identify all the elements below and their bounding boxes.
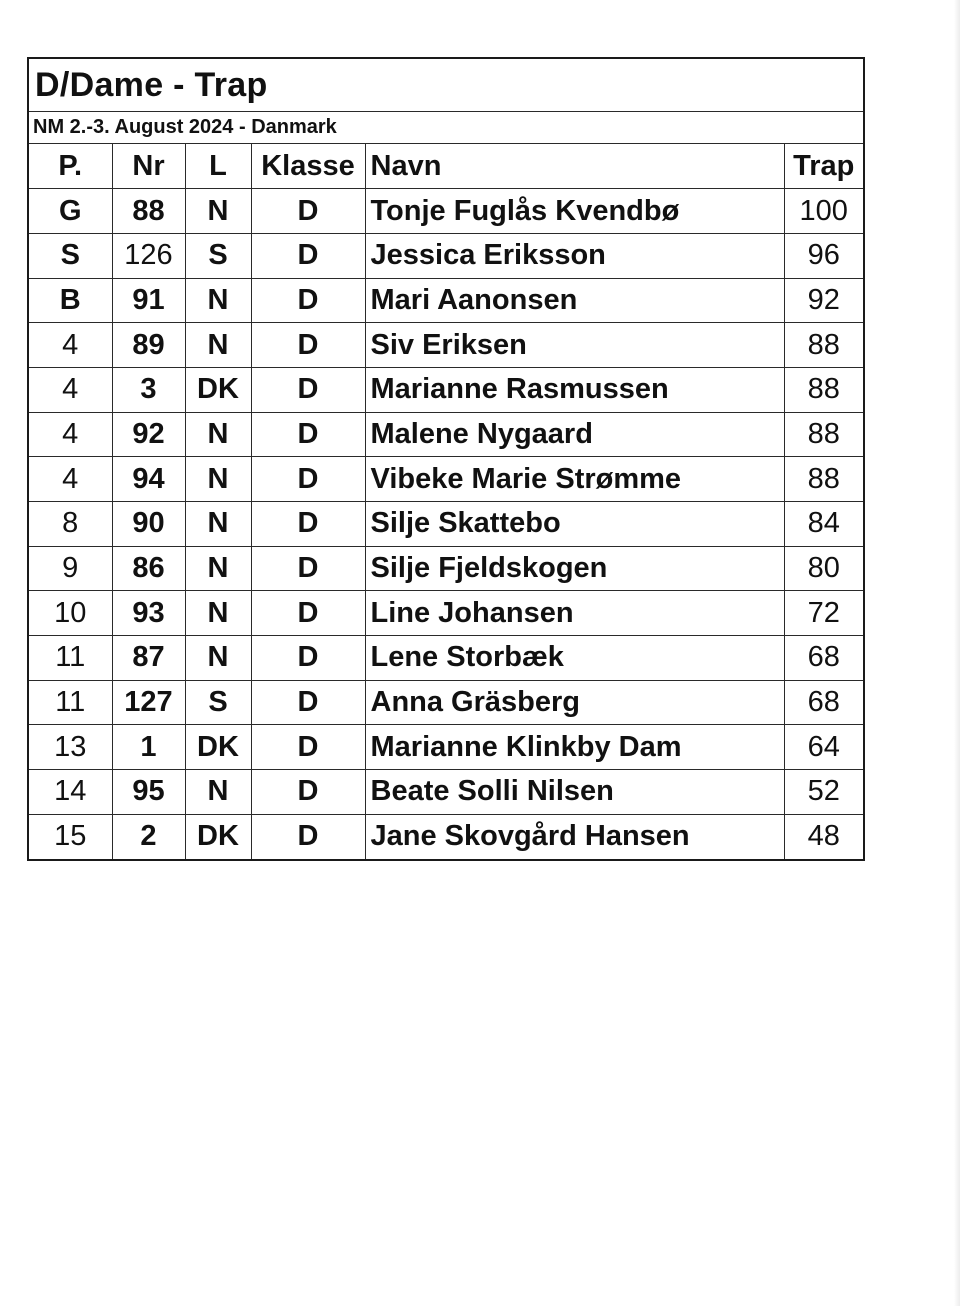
cell-trap: 88 — [784, 367, 863, 412]
cell-land: S — [185, 233, 251, 278]
cell-nr: 86 — [112, 546, 185, 591]
cell-nr: 94 — [112, 457, 185, 502]
cell-klasse: D — [251, 457, 365, 502]
cell-place: 15 — [29, 814, 112, 859]
cell-nr: 90 — [112, 502, 185, 547]
header-navn: Navn — [365, 144, 784, 189]
cell-place: 10 — [29, 591, 112, 636]
table-row — [29, 323, 863, 368]
cell-navn: Lene Storbæk — [365, 636, 784, 681]
cell-nr: 1 — [112, 725, 185, 770]
cell-trap: 64 — [784, 725, 863, 770]
cell-navn: Jane Skovgård Hansen — [365, 814, 784, 859]
header-row — [29, 144, 863, 189]
cell-navn: Anna Gräsberg — [365, 680, 784, 725]
cell-navn: Silje Skattebo — [365, 502, 784, 547]
table-row — [29, 680, 863, 725]
cell-land: DK — [185, 367, 251, 412]
cell-klasse: D — [251, 680, 365, 725]
sheet-subtitle: NM 2.-3. August 2024 - Danmark — [29, 112, 863, 144]
cell-nr: 92 — [112, 412, 185, 457]
cell-klasse: D — [251, 323, 365, 368]
cell-klasse: D — [251, 814, 365, 859]
cell-place: 4 — [29, 412, 112, 457]
cell-nr: 89 — [112, 323, 185, 368]
table-row — [29, 412, 863, 457]
cell-trap: 88 — [784, 412, 863, 457]
cell-trap: 52 — [784, 770, 863, 815]
table-row — [29, 502, 863, 547]
table-row — [29, 278, 863, 323]
cell-trap: 48 — [784, 814, 863, 859]
cell-land: DK — [185, 814, 251, 859]
results-table — [29, 144, 863, 859]
table-row — [29, 725, 863, 770]
cell-land: N — [185, 546, 251, 591]
table-row — [29, 814, 863, 859]
cell-land: N — [185, 591, 251, 636]
cell-nr: 126 — [112, 233, 185, 278]
cell-navn: Beate Solli Nilsen — [365, 770, 784, 815]
cell-navn: Mari Aanonsen — [365, 278, 784, 323]
cell-trap: 68 — [784, 636, 863, 681]
cell-navn: Line Johansen — [365, 591, 784, 636]
cell-navn: Marianne Rasmussen — [365, 367, 784, 412]
cell-land: N — [185, 278, 251, 323]
header-land: L — [185, 144, 251, 189]
cell-nr: 127 — [112, 680, 185, 725]
cell-nr: 93 — [112, 591, 185, 636]
cell-navn: Vibeke Marie Strømme — [365, 457, 784, 502]
cell-navn: Siv Eriksen — [365, 323, 784, 368]
cell-land: N — [185, 189, 251, 234]
cell-land: N — [185, 636, 251, 681]
cell-land: S — [185, 680, 251, 725]
cell-klasse: D — [251, 278, 365, 323]
cell-nr: 87 — [112, 636, 185, 681]
cell-place: 9 — [29, 546, 112, 591]
cell-trap: 68 — [784, 680, 863, 725]
cell-trap: 88 — [784, 457, 863, 502]
cell-land: N — [185, 323, 251, 368]
cell-place: S — [29, 233, 112, 278]
cell-klasse: D — [251, 725, 365, 770]
table-row — [29, 636, 863, 681]
table-row — [29, 591, 863, 636]
cell-navn: Silje Fjeldskogen — [365, 546, 784, 591]
cell-place: 4 — [29, 457, 112, 502]
cell-place: 11 — [29, 680, 112, 725]
cell-trap: 92 — [784, 278, 863, 323]
table-row — [29, 367, 863, 412]
table-row — [29, 770, 863, 815]
cell-klasse: D — [251, 591, 365, 636]
cell-klasse: D — [251, 546, 365, 591]
cell-nr: 88 — [112, 189, 185, 234]
cell-klasse: D — [251, 367, 365, 412]
cell-place: B — [29, 278, 112, 323]
header-trap: Trap — [784, 144, 863, 189]
cell-navn: Tonje Fuglås Kvendbø — [365, 189, 784, 234]
cell-klasse: D — [251, 502, 365, 547]
results-sheet — [27, 57, 865, 861]
header-klasse: Klasse — [251, 144, 365, 189]
cell-place: 8 — [29, 502, 112, 547]
cell-trap: 100 — [784, 189, 863, 234]
header-nr: Nr — [112, 144, 185, 189]
cell-land: N — [185, 502, 251, 547]
sheet-title: D/Dame - Trap — [29, 59, 863, 112]
cell-klasse: D — [251, 770, 365, 815]
cell-trap: 72 — [784, 591, 863, 636]
cell-trap: 96 — [784, 233, 863, 278]
cell-nr: 3 — [112, 367, 185, 412]
page-edge-shadow — [954, 0, 960, 1306]
cell-land: DK — [185, 725, 251, 770]
cell-nr: 2 — [112, 814, 185, 859]
cell-place: G — [29, 189, 112, 234]
cell-navn: Malene Nygaard — [365, 412, 784, 457]
table-row — [29, 546, 863, 591]
cell-land: N — [185, 770, 251, 815]
cell-place: 11 — [29, 636, 112, 681]
cell-land: N — [185, 457, 251, 502]
header-place: P. — [29, 144, 112, 189]
cell-place: 4 — [29, 367, 112, 412]
cell-trap: 88 — [784, 323, 863, 368]
cell-trap: 84 — [784, 502, 863, 547]
cell-place: 4 — [29, 323, 112, 368]
cell-klasse: D — [251, 636, 365, 681]
cell-trap: 80 — [784, 546, 863, 591]
cell-place: 13 — [29, 725, 112, 770]
cell-nr: 91 — [112, 278, 185, 323]
cell-navn: Marianne Klinkby Dam — [365, 725, 784, 770]
table-row — [29, 457, 863, 502]
cell-nr: 95 — [112, 770, 185, 815]
cell-klasse: D — [251, 233, 365, 278]
cell-place: 14 — [29, 770, 112, 815]
cell-land: N — [185, 412, 251, 457]
cell-navn: Jessica Eriksson — [365, 233, 784, 278]
table-row — [29, 189, 863, 234]
cell-klasse: D — [251, 412, 365, 457]
cell-klasse: D — [251, 189, 365, 234]
table-row — [29, 233, 863, 278]
